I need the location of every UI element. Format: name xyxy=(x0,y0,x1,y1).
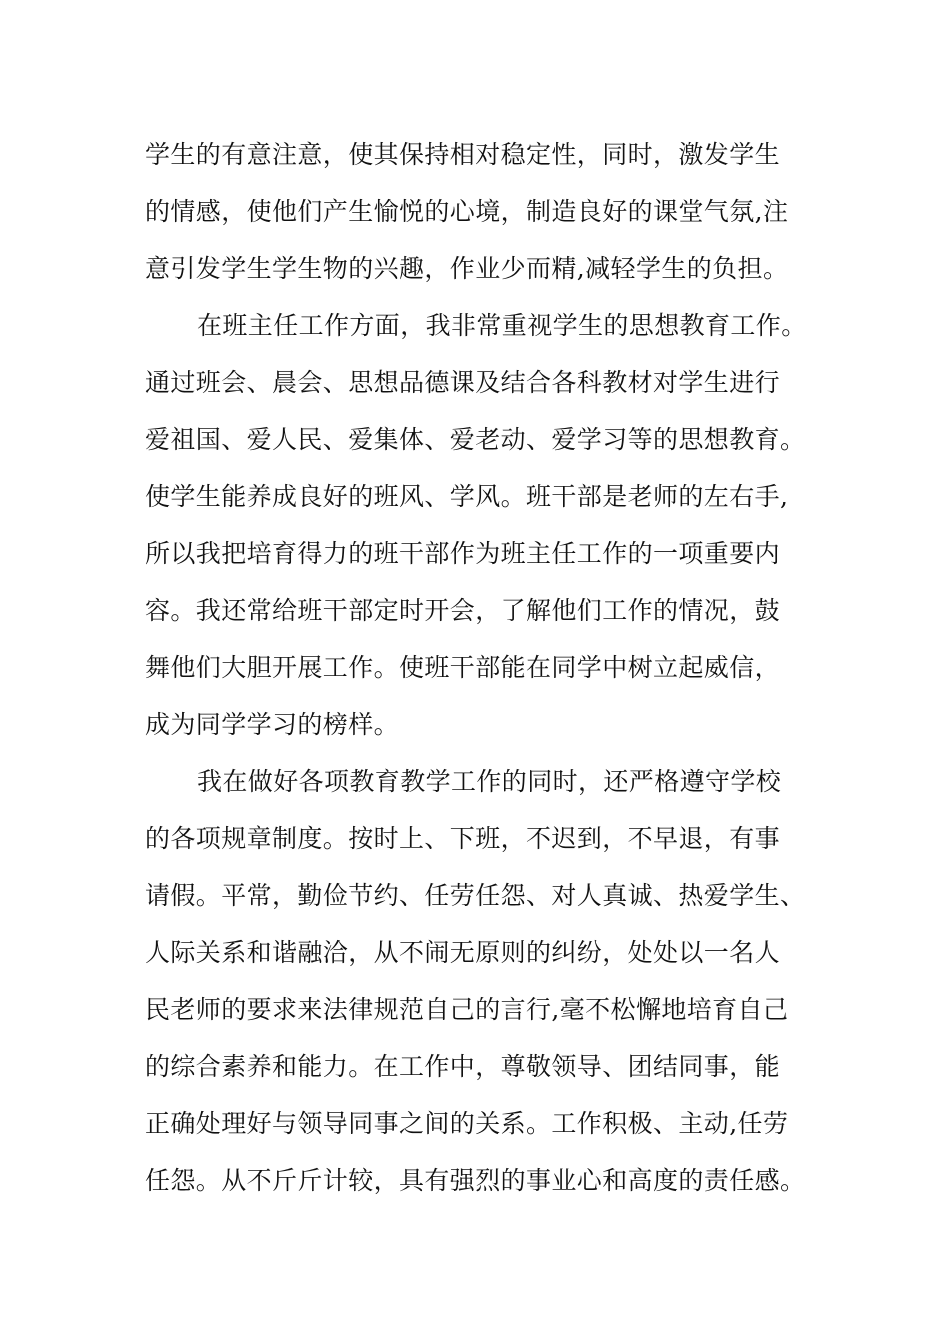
text-line: 民老师的要求来法律规范自己的言行,毫不松懈地培育自己 xyxy=(145,995,789,1024)
paragraph-start-line: 我在做好各项教育教学工作的同时，还严格遵守学校 xyxy=(197,767,782,796)
text-line: 舞他们大胆开展工作。使班干部能在同学中树立起威信， xyxy=(145,653,781,682)
text-line: 的综合素养和能力。在工作中，尊敬领导、团结同事，能 xyxy=(145,1052,781,1081)
text-line: 的情感，使他们产生愉悦的心境，制造良好的课堂气氛,注 xyxy=(145,197,789,226)
text-line: 请假。平常，勤俭节约、任劳任怨、对人真诚、热爱学生、 xyxy=(145,881,806,910)
text-line: 所以我把培育得力的班干部作为班主任工作的一项重要内 xyxy=(145,539,781,568)
text-line: 爱祖国、爱人民、爱集体、爱老动、爱学习等的思想教育。 xyxy=(145,425,806,454)
text-line: 意引发学生学生物的兴趣，作业少而精,减轻学生的负担。 xyxy=(145,254,789,283)
text-line: 学生的有意注意，使其保持相对稳定性，同时，激发学生 xyxy=(145,140,781,169)
text-line: 容。我还常给班干部定时开会，了解他们工作的情况，鼓 xyxy=(145,596,781,625)
document-body xyxy=(145,126,815,1209)
text-line: 成为同学学习的榜样。 xyxy=(145,710,400,739)
text-line: 人际关系和谐融洽，从不闹无原则的纠纷，处处以一名人 xyxy=(145,938,781,967)
text-line: 使学生能养成良好的班风、学风。班干部是老师的左右手, xyxy=(145,482,789,511)
paragraph-start-line: 在班主任工作方面，我非常重视学生的思想教育工作。 xyxy=(197,311,807,340)
text-line: 的各项规章制度。按时上、下班，不迟到，不早退，有事 xyxy=(145,824,781,853)
text-line: 通过班会、晨会、思想品德课及结合各科教材对学生进行 xyxy=(145,368,781,397)
text-line: 任怨。从不斤斤计较，具有强烈的事业心和高度的责任感。 xyxy=(145,1166,806,1195)
text-line: 正确处理好与领导同事之间的关系。工作积极、主动,任劳 xyxy=(145,1109,789,1138)
